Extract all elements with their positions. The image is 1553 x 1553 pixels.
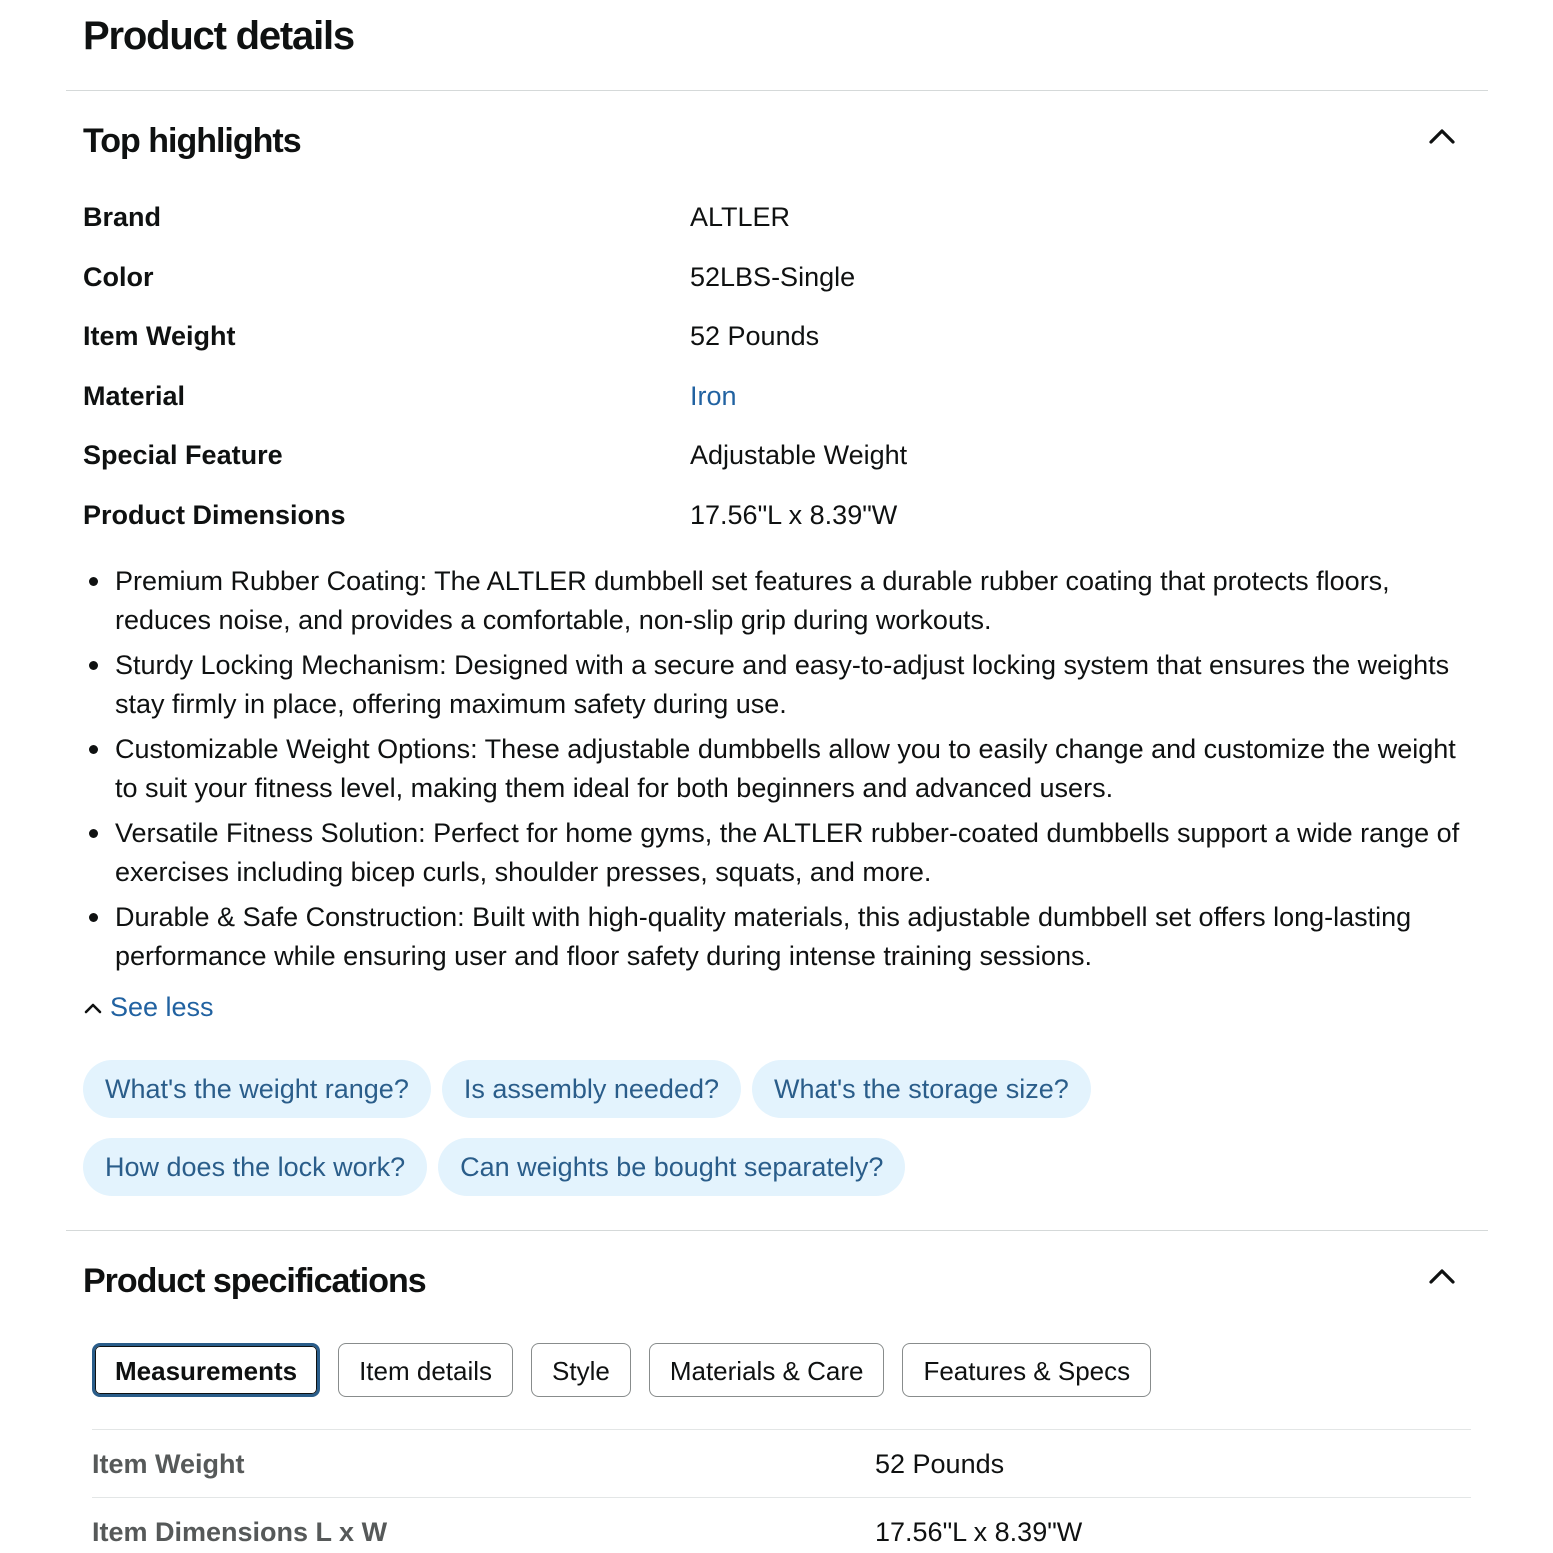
highlight-label: Material: [83, 381, 186, 411]
product-specifications-title: Product specifications: [83, 1262, 426, 1300]
highlight-value: 52LBS-Single: [690, 262, 856, 292]
question-chip[interactable]: How does the lock work?: [83, 1138, 427, 1196]
spec-label: Item Dimensions L x W: [92, 1517, 388, 1547]
spec-value: 52 Pounds: [875, 1449, 1005, 1479]
question-chips-row: [83, 1060, 1091, 1118]
highlight-row-special-feature: [83, 435, 1483, 475]
highlight-value: ALTLER: [690, 202, 791, 232]
highlight-row-brand: [83, 197, 1483, 237]
highlight-row-material: [83, 376, 1483, 416]
question-chips-row: [83, 1138, 905, 1196]
see-less-link[interactable]: [82, 992, 214, 1023]
material-link[interactable]: Iron: [690, 381, 737, 411]
chevron-up-icon: [82, 997, 104, 1019]
see-less-label: See less: [110, 992, 214, 1022]
highlight-value: 52 Pounds: [690, 321, 820, 351]
highlight-label: Color: [83, 262, 154, 292]
tab-item-details[interactable]: Item details: [338, 1343, 513, 1397]
highlight-label: Item Weight: [83, 321, 236, 351]
divider: [66, 90, 1488, 91]
feature-bullet: Sturdy Locking Mechanism: Designed with a secure and easy-to-adjust locking system that ensures the weights stay firmly in place, offering maximum safety during use.: [83, 646, 1483, 724]
tab-style[interactable]: Style: [531, 1343, 631, 1397]
feature-bullet-list: [83, 562, 1483, 982]
question-chip[interactable]: Can weights be bought separately?: [438, 1138, 905, 1196]
spec-tabs: [92, 1343, 1151, 1397]
spec-divider: [92, 1497, 1471, 1498]
feature-bullet: Durable & Safe Construction: Built with high-quality materials, this adjustable dumbbell set offers long-lasting performance while ensuring user and floor safety during intense training sessions.: [83, 898, 1483, 976]
spec-divider: [92, 1429, 1471, 1430]
top-highlights-title: Top highlights: [83, 122, 301, 160]
page-title: Product details: [83, 14, 354, 58]
tab-materials-care[interactable]: Materials & Care: [649, 1343, 885, 1397]
divider: [66, 1230, 1488, 1231]
tab-measurements[interactable]: Measurements: [92, 1343, 320, 1397]
highlight-row-item-weight: [83, 316, 1483, 356]
highlight-label: Brand: [83, 202, 162, 232]
question-chip[interactable]: What's the storage size?: [752, 1060, 1091, 1118]
chevron-up-icon[interactable]: [1424, 1258, 1460, 1294]
tab-features-specs[interactable]: Features & Specs: [902, 1343, 1151, 1397]
highlight-row-color: [83, 257, 1483, 297]
highlight-label: Product Dimensions: [83, 500, 346, 530]
highlight-value: Adjustable Weight: [690, 440, 908, 470]
feature-bullet: Customizable Weight Options: These adjustable dumbbells allow you to easily change and customize the weight to suit your fitness level, making them ideal for both beginners and advanced users.: [83, 730, 1483, 808]
spec-value: 17.56"L x 8.39"W: [875, 1517, 1083, 1547]
question-chip[interactable]: Is assembly needed?: [442, 1060, 741, 1118]
chevron-up-icon[interactable]: [1424, 118, 1460, 154]
feature-bullet: Versatile Fitness Solution: Perfect for home gyms, the ALTLER rubber-coated dumbbells support a wide range of exercises including bicep curls, shoulder presses, squats, and more.: [83, 814, 1483, 892]
feature-bullet: Premium Rubber Coating: The ALTLER dumbbell set features a durable rubber coating that protects floors, reduces noise, and provides a comfortable, non-slip grip during workouts.: [83, 562, 1483, 640]
highlight-row-product-dimensions: [83, 495, 1483, 535]
spec-label: Item Weight: [92, 1449, 245, 1479]
question-chip[interactable]: What's the weight range?: [83, 1060, 431, 1118]
highlight-value: 17.56"L x 8.39"W: [690, 500, 898, 530]
highlight-label: Special Feature: [83, 440, 283, 470]
